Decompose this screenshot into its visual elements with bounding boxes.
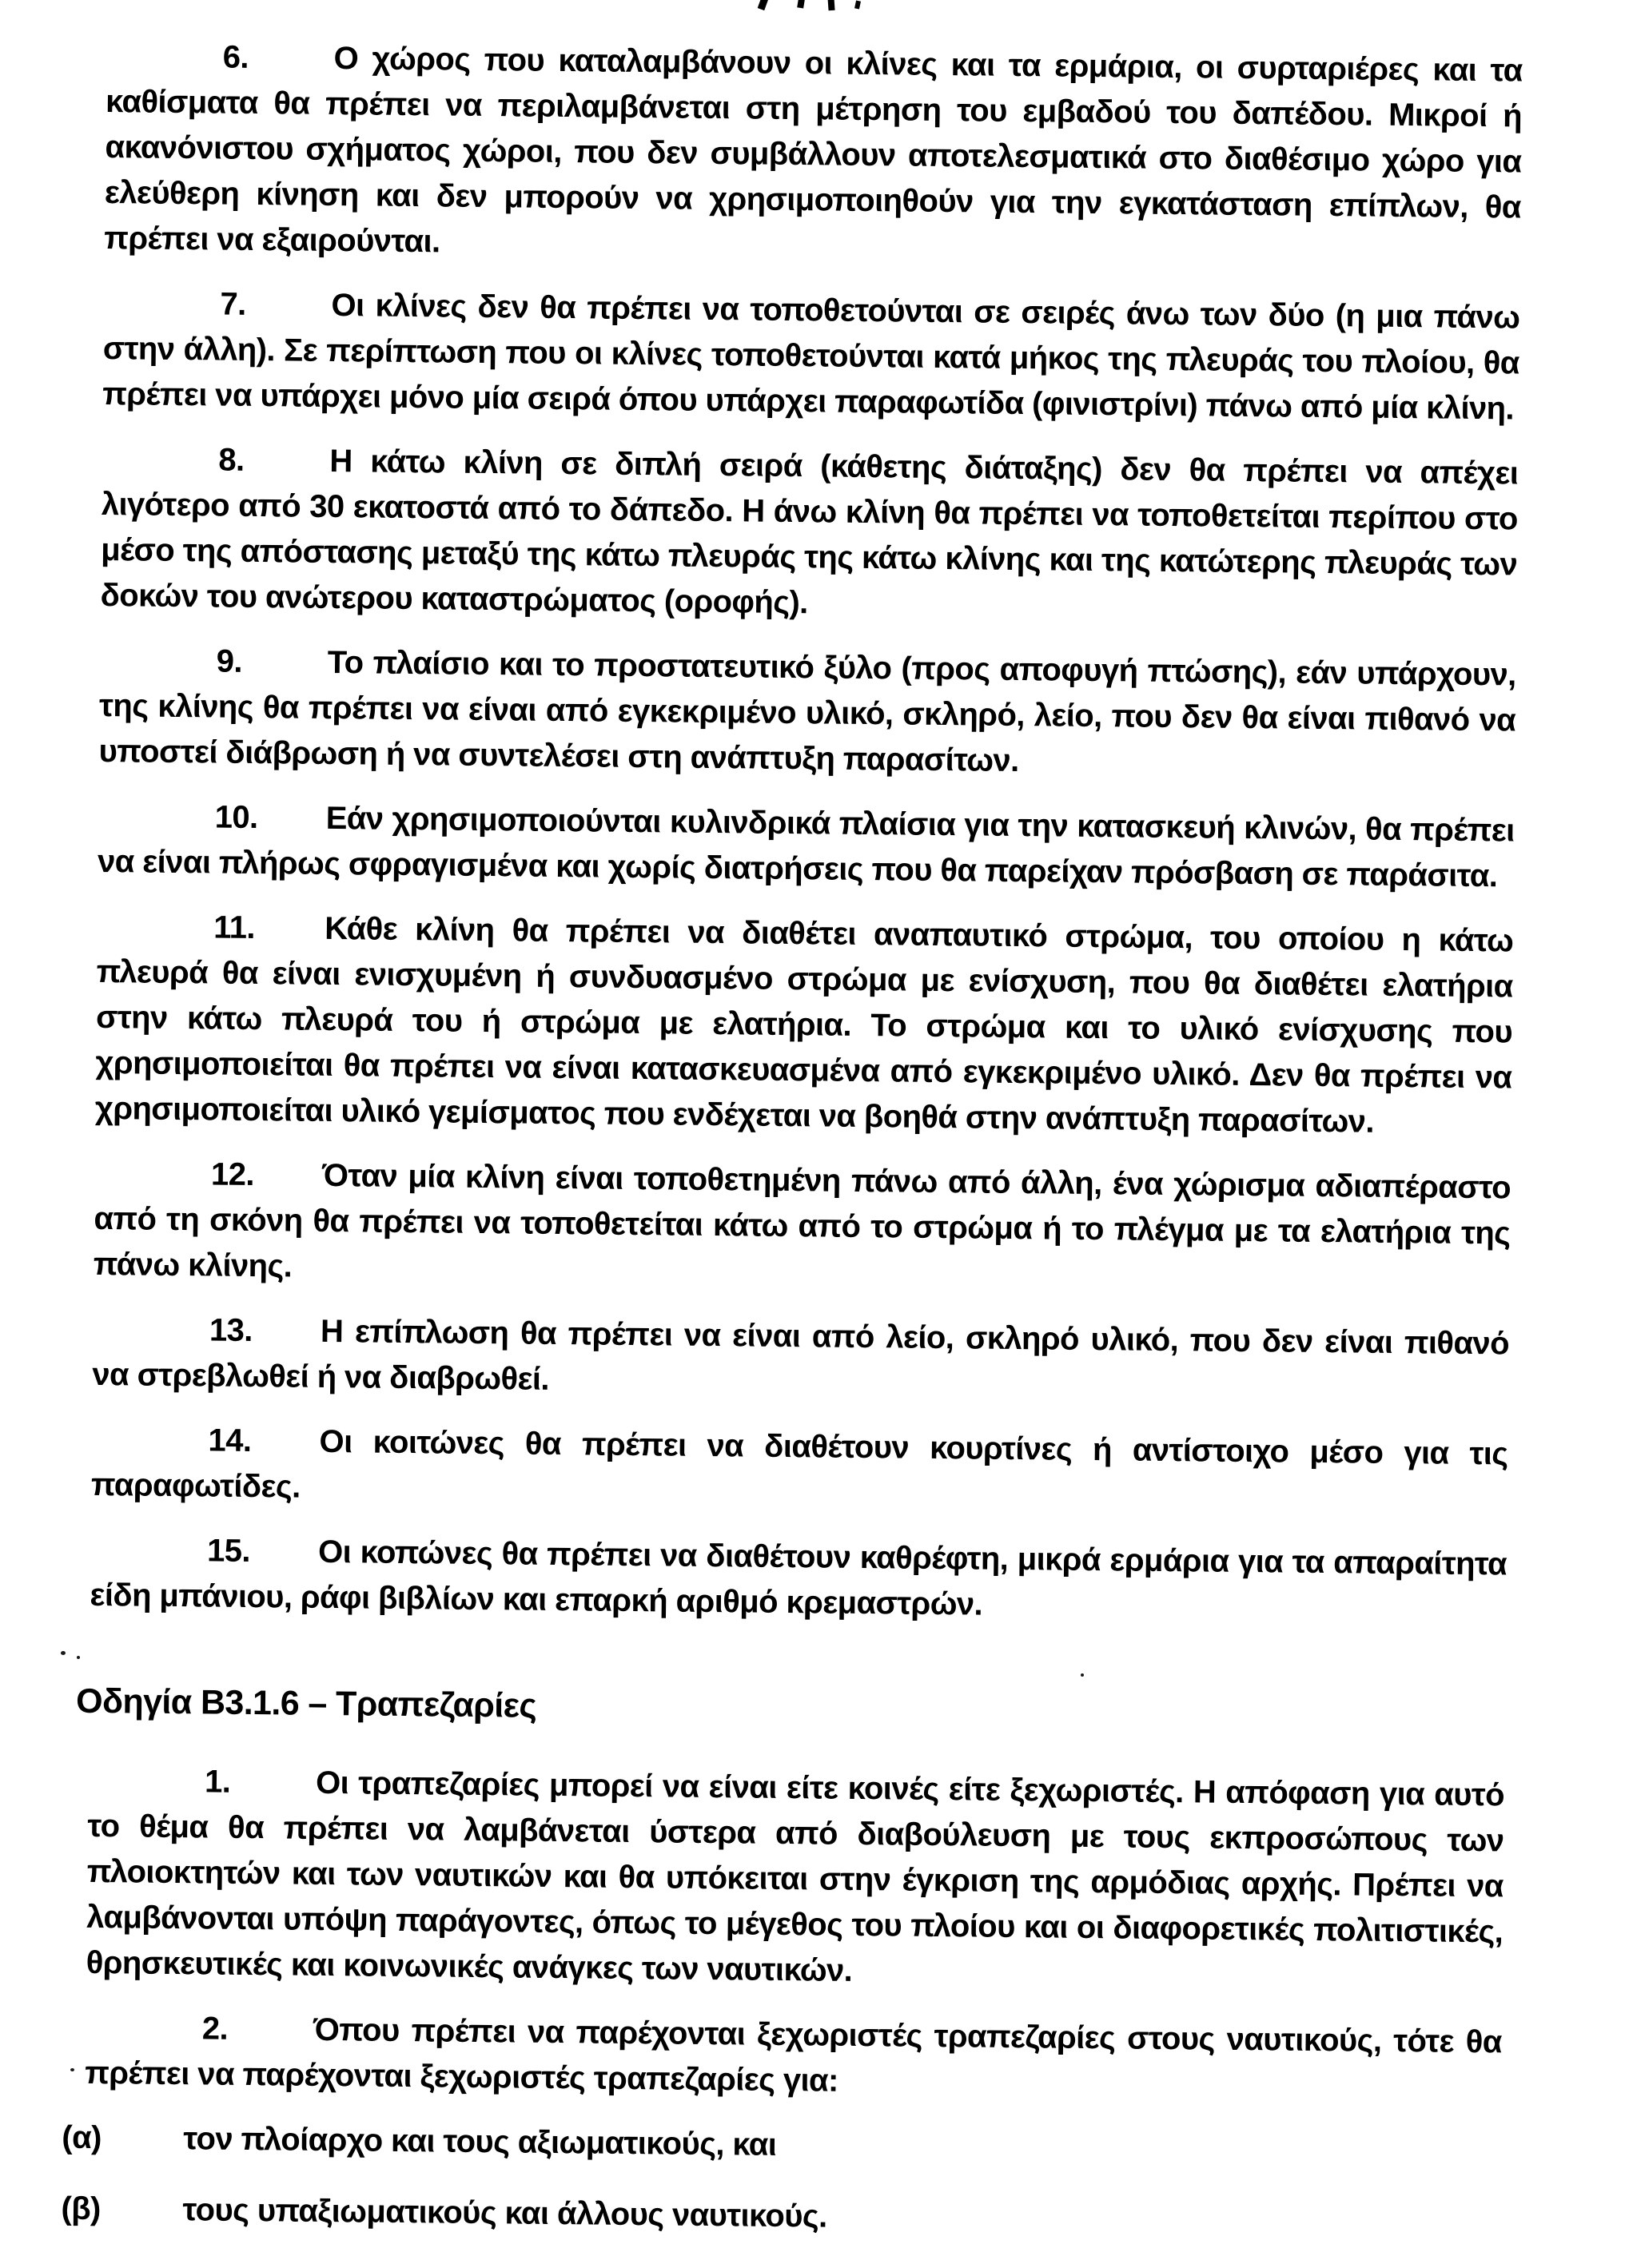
paragraph-7 (102, 281, 1520, 432)
paragraph-number: 1. (204, 1764, 231, 1800)
paragraph-number: 2. (201, 2011, 229, 2047)
paragraph-14 (91, 1417, 1508, 1523)
list-item-beta (61, 2186, 1500, 2247)
paragraph-number: 7. (220, 286, 246, 322)
paragraph-text: Όπου πρέπει να παρέχονται ξεχωριστές τραπεζαρίες στους ναυτικούς, τότε θα πρέπει να παρέχονται ξεχωριστές τραπεζαρίες για: (85, 2011, 1503, 2099)
paragraph-text: Οι κοιτώνες θα πρέπει να διαθέτουν κουρτίνες ή αντίστοιχο μέσο για τις παραφωτίδες. (90, 1423, 1508, 1505)
paragraph-11 (95, 904, 1514, 1147)
section-heading: Οδηγία Β3.1.6 – Τραπεζαρίες (75, 1681, 537, 1725)
paragraph-8 (100, 436, 1518, 634)
paragraph-10 (98, 794, 1515, 900)
list-item-alpha (62, 2115, 1500, 2176)
scan-artifact (756, 0, 868, 12)
scan-speck (61, 1651, 66, 1655)
paragraph-text: Εάν χρησιμοποιούνται κυλινδρικά πλαίσια για την κατασκευή κλινών, θα πρέπει να είναι πλήρως σφραγισμένα και χωρίς διατρήσεις που θα παρείχαν πρόσβαση σε παράσιτα. (97, 800, 1515, 894)
paragraph-number: 12. (210, 1156, 255, 1193)
section-paragraph-2 (85, 2005, 1502, 2111)
paragraph-number: 11. (213, 909, 256, 946)
section-paragraph-1 (86, 1758, 1504, 2001)
paragraph-number: 6. (222, 39, 249, 75)
paragraph-number: 13. (209, 1312, 253, 1349)
paragraph-text: Οι τραπεζαρίες μπορεί να είναι είτε κοινές είτε ξεχωριστές. Η απόφαση για αυτό το θέμα θα πρέπει να λαμβάνεται ύστερα από διαβούλευση με τους εκπροσώπους των πλοιοκτητών και των ναυτικών και θα υπόκειται στην έγκριση της αρμόδιας αρχής. Πρέπει να λαμβάνονται υπόψη παράγοντες, όπως το μέγεθος του πλοίου και οι διαφορετικές πολιτιστικές, θρησκευτικές και κοινωνικές ανάγκες των ναυτικών. (86, 1765, 1505, 1988)
paragraph-text: Ο χώρος που καταλαμβάνουν οι κλίνες και τα ερμάρια, οι συρταριέρες και τα καθίσματα θα πρέπει να περιλαμβάνεται στη μέτρηση του εμβαδού του δαπέδου. Μικροί ή ακανόνιστου σχήματος χώροι, που δεν συμβάλλουν αποτελεσματικά στο διαθέσιμο χώρο για ελεύθερη κίνηση και δεν μπορούν να χρησιμοποιηθούν για την εγκατάσταση επίπλων, θα πρέπει να εξαιρούνται. (104, 40, 1523, 260)
scan-artifact-mark (827, 0, 834, 10)
paragraph-9 (98, 638, 1516, 790)
paragraph-text: Όταν μία κλίνη είναι τοποθετημένη πάνω από άλλη, ένα χώρισμα αδιαπέραστο από τη σκόνη θα πρέπει να τοποθετείται κάτω από το στρώμα ή το πλέγμα με τα ελατήρια της πάνω κλίνης. (93, 1157, 1512, 1284)
document-content (61, 34, 1523, 2268)
paragraph-text: Οι κοπώνες θα πρέπει να διαθέτουν καθρέφτη, μικρά ερμάρια για τα απαραίτητα είδη μπάνιου, ράφι βιβλίων και επαρκή αριθμό κρεμαστρών. (90, 1534, 1508, 1622)
paragraph-text: Κάθε κλίνη θα πρέπει να διαθέτει αναπαυτικό στρώμα, του οποίου η κάτω πλευρά θα είναι ενισχυμένη ή συνδυασμένο στρώμα με ενίσχυση, που θα διαθέτει ελατήρια στην κάτω πλευρά του ή στρώμα με ελατήρια. Το στρώμα και το υλικό ενίσχυσης που χρησιμοποιείται θα πρέπει να είναι κατασκευασμένα από εγκεκριμένο υλικό. Δεν θα πρέπει να χρησιμοποιείται υλικό γεμίσματος που ενδέχεται να βοηθά στην ανάπτυξη παρασίτων. (94, 910, 1514, 1140)
list-item-text: τον πλοίαρχο και τους αξιωματικούς, και (183, 2121, 777, 2163)
list-item-label: (β) (61, 2190, 101, 2227)
scan-speck (77, 1656, 80, 1659)
paragraph-15 (90, 1527, 1507, 1633)
scan-artifact-mark (797, 0, 805, 9)
paragraph-text: Το πλαίσιο και το προστατευτικό ξύλο (προς αποφυγή πτώσης), εάν υπάρχουν, της κλίνης θα πρέπει να είναι από εγκεκριμένο υλικό, σκληρό, λείο, που δεν θα είναι πιθανό να υποστεί διάβρωση ή να συντελέσει στη ανάπτυξη παρασίτων. (98, 644, 1516, 779)
list-item-text: τους υπαξιωματικούς και άλλους ναυτικούς. (182, 2192, 827, 2234)
paragraph-text: Η κάτω κλίνη σε διπλή σειρά (κάθετης διάταξης) δεν θα πρέπει να απέχει λιγότερο από 30 εκατοστά από το δάπεδο. Η άνω κλίνη θα πρέπει να τοποθετείται περίπου στο μέσο της απόστασης μεταξύ της κάτω πλευράς της κάτω κλίνης και της κατώτερης πλευράς των δοκών του ανώτερου καταστρώματος (οροφής). (100, 443, 1519, 621)
paragraph-text: Η επίπλωση θα πρέπει να είναι από λείο, σκληρό υλικό, που δεν είναι πιθανό να στρεβλωθεί ή να διαβρωθεί. (92, 1313, 1510, 1397)
list-item-label: (α) (62, 2119, 102, 2156)
paragraph-13 (92, 1307, 1509, 1413)
paragraph-6 (104, 34, 1523, 277)
paragraph-number: 10. (214, 799, 258, 836)
scan-speck (70, 2068, 74, 2071)
paragraph-12 (94, 1151, 1512, 1303)
paragraph-number: 9. (216, 643, 243, 679)
paragraph-text: Οι κλίνες δεν θα πρέπει να τοποθετούνται σε σειρές άνω των δύο (η μια πάνω στην άλλη). Σε περίπτωση που οι κλίνες τοποθετούνται κατά μήκος της πλευράς του πλοίου, θα πρέπει να υπάρχει μόνο μία σειρά όπου υπάρχει παραφωτίδα (φινιστρίνι) πάνω από μία κλίνη. (102, 287, 1520, 427)
paragraph-number: 8. (218, 442, 245, 478)
scan-artifact-mark (854, 0, 861, 9)
paragraph-number: 14. (208, 1422, 252, 1458)
scan-artifact-mark (758, 0, 769, 10)
paragraph-number: 15. (206, 1533, 251, 1569)
